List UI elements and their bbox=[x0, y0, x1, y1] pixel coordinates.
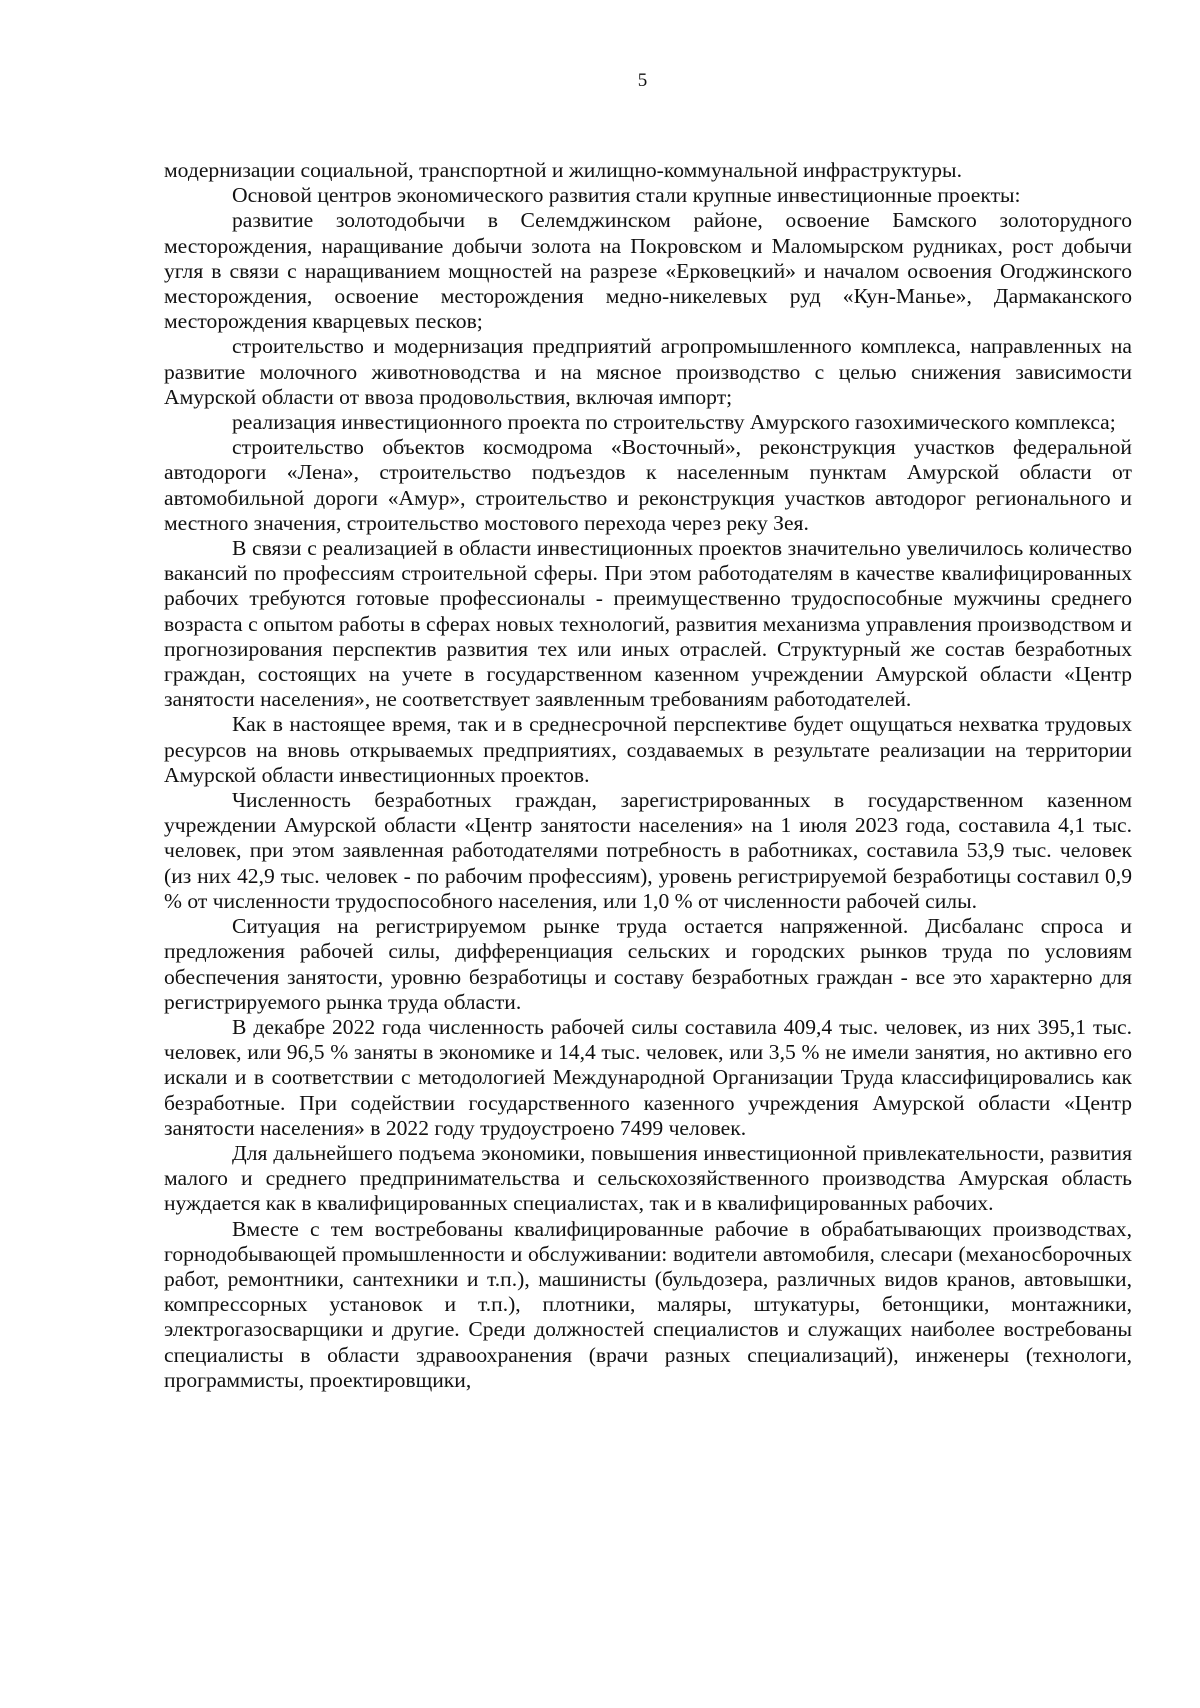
paragraph: строительство и модернизация предприятий агропромышленного комплекса, направленных на развитие молочного животноводства и на мясное производство с целью снижения зависимости Амурской области от ввоза продовольствия, включая импорт; bbox=[164, 334, 1132, 409]
paragraph: Основой центров экономического развития стали крупные инвестиционные проекты: bbox=[232, 183, 1021, 208]
paragraph: В связи с реализацией в области инвестиционных проектов значительно увеличилось количество вакансий по профессиям строительной сферы. При этом работодателям в качестве квалифицированных рабочих требуются готовые профессионалы - преимущественно трудоспособные мужчины среднего возраста с опытом работы в сферах новых технологий, развития механизма управления производством и прогнозирования перспектив развития тех или иных отраслей. Структурный же состав безработных граждан, состоящих на учете в государственном казенном учреждении Амурской области «Центр занятости населения», не соответствует заявленным требованиям работодателей. bbox=[164, 536, 1132, 712]
paragraph: развитие золотодобычи в Селемджинском районе, освоение Бамского золоторудного месторождения, наращивание добычи золота на Покровском и Маломырском рудниках, рост добычи угля в связи с наращиванием мощностей на разрезе «Ерковецкий» и началом освоения Огоджинского месторождения, освоение месторождения медно-никелевых руд «Кун-Манье», Дармаканского месторождения кварцевых песков; bbox=[164, 208, 1132, 334]
paragraph: Ситуация на регистрируемом рынке труда остается напряженной. Дисбаланс спроса и предложения рабочей силы, дифференциация сельских и городских рынков труда по условиям обеспечения занятости, уровню безработицы и составу безработных граждан - все это характерно для регистрируемого рынка труда области. bbox=[164, 914, 1132, 1014]
page-number: 5 bbox=[637, 70, 648, 91]
document-body bbox=[164, 158, 1132, 1393]
paragraph: модернизации социальной, транспортной и жилищно-коммунальной инфраструктуры. bbox=[164, 158, 962, 182]
paragraph: В декабре 2022 года численность рабочей силы составила 409,4 тыс. человек, из них 395,1 тыс. человек, или 96,5 % заняты в экономике и 14,4 тыс. человек, или 3,5 % не имели занятия, но активно его искали и в соответствии с методологией Международной Организации Труда классифицировались как безработные. При содействии государственного казенного учреждения Амурской области «Центр занятости населения» в 2022 году трудоустроено 7499 человек. bbox=[164, 1014, 1132, 1140]
paragraph: Вместе с тем востребованы квалифицированные рабочие в обрабатывающих производствах, горнодобывающей промышленности и обслуживании: водители автомобиля, слесари (механосборочных работ, ремонтники, сантехники и т.п.), машинисты (бульдозера, различных видов кранов, автовышки, компрессорных установок и т.п.), плотники, маляры, штукатуры, бетонщики, монтажники, электрогазосварщики и другие. Среди должностей специалистов и служащих наиболее востребованы специалисты в области здравоохранения (врачи разных специализаций), инженеры (технологи, программисты, проектировщики, bbox=[164, 1216, 1132, 1392]
paragraph: Численность безработных граждан, зарегистрированных в государственном казенном учреждении Амурской области «Центр занятости населения» на 1 июля 2023 года, составила 4,1 тыс. человек, при этом заявленная работодателями потребность в работниках, составила 53,9 тыс. человек (из них 42,9 тыс. человек - по рабочим профессиям), уровень регистрируемой безработицы составил 0,9 % от численности трудоспособного населения, или 1,0 % от численности рабочей силы. bbox=[164, 788, 1132, 913]
paragraph: Для дальнейшего подъема экономики, повышения инвестиционной привлекательности, развития малого и среднего предпринимательства и сельскохозяйственного производства Амурская область нуждается как в квалифицированных специалистах, так и в квалифицированных рабочих. bbox=[164, 1140, 1132, 1216]
paragraph: строительство объектов космодрома «Восточный», реконструкция участков федеральной автодороги «Лена», строительство подъездов к населенным пунктам Амурской области от автомобильной дороги «Амур», строительство и реконструкция участков автодорог регионального и местного значения, строительство мостового перехода через реку Зея. bbox=[164, 435, 1132, 535]
paragraph: реализация инвестиционного проекта по строительству Амурского газохимического комплекса; bbox=[232, 410, 1116, 435]
paragraph: Как в настоящее время, так и в среднесрочной перспективе будет ощущаться нехватка трудовых ресурсов на вновь открываемых предприятиях, создаваемых в результате реализации на территории Амурской области инвестиционных проектов. bbox=[164, 712, 1132, 787]
